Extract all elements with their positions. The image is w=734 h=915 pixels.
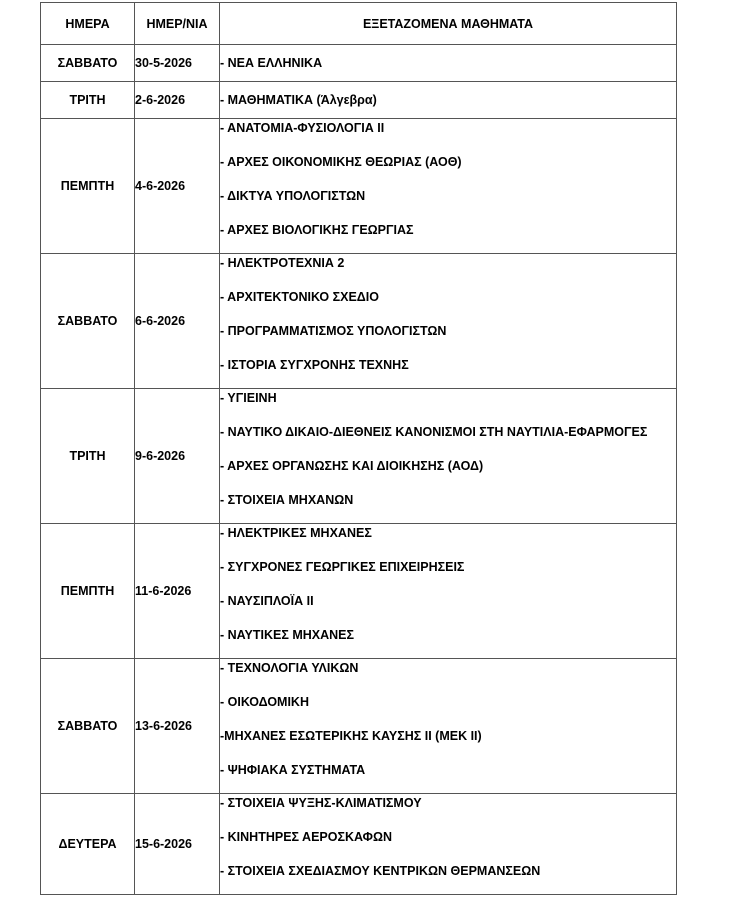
subject-item: - ΣΤΟΙΧΕΙΑ ΜΗΧΑΝΩΝ [220, 493, 354, 507]
table-row [41, 82, 677, 119]
table-row [41, 389, 677, 524]
row-day: ΠΕΜΠΤΗ [41, 119, 135, 254]
subject-item: - ΔΙΚΤΥΑ ΥΠΟΛΟΓΙΣΤΩΝ [220, 189, 366, 203]
row-date: 13-6-2026 [135, 659, 220, 794]
row-day: ΠΕΜΠΤΗ [41, 524, 135, 659]
subject-item: - ΠΡΟΓΡΑΜΜΑΤΙΣΜΟΣ ΥΠΟΛΟΓΙΣΤΩΝ [220, 324, 447, 338]
subject-item: - ΙΣΤΟΡΙΑ ΣΥΓΧΡΟΝΗΣ ΤΕΧΝΗΣ [220, 358, 409, 372]
subject-item: - ΤΕΧΝΟΛΟΓΙΑ ΥΛΙΚΩΝ [220, 661, 359, 675]
row-day: ΣΑΒΒΑΤΟ [41, 45, 135, 82]
subject-item: - ΥΓΙΕΙΝΗ [220, 391, 277, 405]
subject-item: - ΣΥΓΧΡΟΝΕΣ ΓΕΩΡΓΙΚΕΣ ΕΠΙΧΕΙΡΗΣΕΙΣ [220, 560, 465, 574]
row-subjects [220, 659, 677, 794]
row-subjects [220, 45, 677, 82]
row-subjects [220, 794, 677, 895]
subject-item: - ΝΕΑ ΕΛΛΗΝΙΚΑ [220, 56, 323, 70]
table-row [41, 119, 677, 254]
subject-item: - ΣΤΟΙΧΕΙΑ ΨΥΞΗΣ-ΚΛΙΜΑΤΙΣΜΟΥ [220, 796, 422, 810]
exam-schedule-table [40, 2, 677, 895]
row-subjects [220, 389, 677, 524]
subject-item: - ΑΡΧΙΤΕΚΤΟΝΙΚΟ ΣΧΕΔΙΟ [220, 290, 379, 304]
subject-item: -ΜΗΧΑΝΕΣ ΕΣΩΤΕΡΙΚΗΣ ΚΑΥΣΗΣ ΙΙ (ΜΕΚ ΙΙ) [220, 729, 482, 743]
row-day: ΔΕΥΤΕΡΑ [41, 794, 135, 895]
row-date: 15-6-2026 [135, 794, 220, 895]
row-date: 6-6-2026 [135, 254, 220, 389]
row-subjects [220, 119, 677, 254]
header-subjects: ΕΞΕΤΑΖΟΜΕΝΑ ΜΑΘΗΜΑΤΑ [220, 3, 677, 45]
row-date: 4-6-2026 [135, 119, 220, 254]
subject-item: - ΑΡΧΕΣ ΒΙΟΛΟΓΙΚΗΣ ΓΕΩΡΓΙΑΣ [220, 223, 414, 237]
row-day: ΤΡΙΤΗ [41, 82, 135, 119]
subject-item: - ΗΛΕΚΤΡΙΚΕΣ ΜΗΧΑΝΕΣ [220, 526, 372, 540]
row-day: ΤΡΙΤΗ [41, 389, 135, 524]
subject-item: - ΑΡΧΕΣ ΟΡΓΑΝΩΣΗΣ ΚΑΙ ΔΙΟΙΚΗΣΗΣ (ΑΟΔ) [220, 459, 484, 473]
subject-item: - ΗΛΕΚΤΡΟΤΕΧΝΙΑ 2 [220, 256, 345, 270]
subject-item: - ΝΑΥΣΙΠΛΟΪΑ ΙΙ [220, 594, 314, 608]
row-day: ΣΑΒΒΑΤΟ [41, 659, 135, 794]
subject-item: - ΑΝΑΤΟΜΙΑ-ΦΥΣΙΟΛΟΓΙΑ ΙΙ [220, 121, 385, 135]
row-subjects [220, 254, 677, 389]
subject-item: - ΜΑΘΗΜΑΤΙΚΑ (Άλγεβρα) [220, 93, 377, 107]
subject-item: - ΝΑΥΤΙΚΕΣ ΜΗΧΑΝΕΣ [220, 628, 355, 642]
row-date: 2-6-2026 [135, 82, 220, 119]
subject-item: - ΟΙΚΟΔΟΜΙΚΗ [220, 695, 309, 709]
table-row [41, 524, 677, 659]
row-subjects [220, 82, 677, 119]
subject-item: - ΚΙΝΗΤΗΡΕΣ ΑΕΡΟΣΚΑΦΩΝ [220, 830, 392, 844]
subject-item: - ΨΗΦΙΑΚΑ ΣΥΣΤΗΜΑΤΑ [220, 763, 366, 777]
row-subjects [220, 524, 677, 659]
table-row [41, 45, 677, 82]
table-row [41, 794, 677, 895]
row-date: 30-5-2026 [135, 45, 220, 82]
table-body [41, 45, 677, 895]
subject-item: - ΝΑΥΤΙΚΟ ΔΙΚΑΙΟ-ΔΙΕΘΝΕΙΣ ΚΑΝΟΝΙΣΜΟΙ ΣΤΗ ΝΑΥΤΙΛΙΑ-ΕΦΑΡΜΟΓΕΣ [220, 425, 648, 439]
subject-item: - ΣΤΟΙΧΕΙΑ ΣΧΕΔΙΑΣΜΟΥ ΚΕΝΤΡΙΚΩΝ ΘΕΡΜΑΝΣΕΩΝ [220, 864, 541, 878]
table-header [41, 3, 677, 45]
header-date: ΗΜΕΡ/ΝΙΑ [135, 3, 220, 45]
row-day: ΣΑΒΒΑΤΟ [41, 254, 135, 389]
header-day: ΗΜΕΡΑ [41, 3, 135, 45]
row-date: 11-6-2026 [135, 524, 220, 659]
table-row [41, 659, 677, 794]
row-date: 9-6-2026 [135, 389, 220, 524]
subject-item: - ΑΡΧΕΣ ΟΙΚΟΝΟΜΙΚΗΣ ΘΕΩΡΙΑΣ (ΑΟΘ) [220, 155, 462, 169]
table-row [41, 254, 677, 389]
